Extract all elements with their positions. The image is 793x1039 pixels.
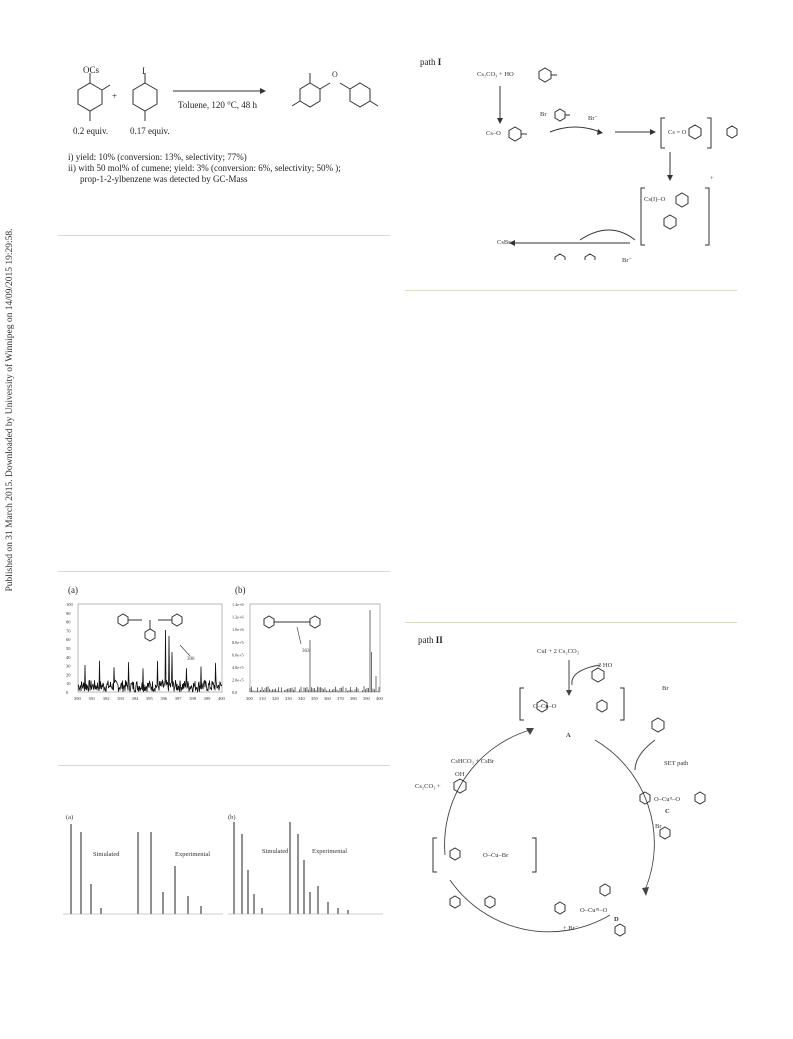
sim-b-simulated: Simulated (262, 848, 289, 855)
path-ii-drawing (410, 640, 740, 960)
spectrum-a-peak: 396 (187, 657, 195, 662)
divider-2 (405, 290, 737, 291)
charge-label: + (710, 175, 714, 182)
publication-sidebar (2, 170, 18, 650)
spectrum-b-xtick: 300 (246, 696, 253, 701)
spectrum-b-xtick: 390 (363, 696, 370, 701)
spectrum-b-peak: 363 (302, 649, 310, 654)
spectrum-a-ytick: 100 (66, 602, 73, 607)
cs-o-label: Cs–O (486, 130, 501, 137)
spectrum-b-xtick: 320 (272, 696, 279, 701)
spectrum-a (65, 598, 230, 710)
published-note: Published on 31 March 2015. Downloaded by University of Winnipeg on 14/09/2015 19:29:58. (5, 228, 15, 592)
spectrum-a-xtick: 394 (131, 696, 139, 701)
spectrum-a-ytick: 20 (66, 672, 71, 678)
label-d: D (614, 916, 619, 923)
spectrum-a-xtick: 397 (174, 696, 182, 701)
br-aryl-label: Br (662, 685, 669, 692)
byproducts-label: CsHCO₃ + CsBr (451, 758, 495, 765)
product-o-atom: O (332, 70, 338, 79)
ring-ocs (78, 73, 110, 121)
spectrum-b-ytick: 1.2e+6 (232, 614, 244, 620)
spectrum-a-ytick: 40 (66, 654, 71, 660)
sim-a-experimental: Experimental (175, 851, 211, 858)
set-path-label: SET path (664, 760, 689, 767)
br-minus-2-label: Br⁻ (622, 257, 632, 264)
cs-iii-label: Cs(I)–O (644, 196, 666, 203)
spectrum-a-ytick: 90 (66, 610, 71, 616)
reaction-structures (60, 55, 390, 135)
spectrum-b-ytick: 4.0e+5 (232, 665, 244, 670)
spectrum-a-xtick: 396 (160, 696, 168, 701)
path-i-structures (460, 60, 760, 260)
complex-d-formula: O–Cuᴵᴵᴵ–O (580, 907, 608, 914)
spectrum-b-xtick: 330 (285, 696, 292, 701)
spectrum-a-ytick: 60 (66, 637, 71, 643)
spectrum-a-ytick: 80 (66, 619, 71, 625)
spectrum-b (232, 598, 387, 710)
path-ii-number: II (435, 635, 443, 645)
plus-sign: + (112, 91, 118, 101)
equiv-1: 0.2 equiv. (73, 126, 109, 136)
spectrum-a-ytick: 30 (66, 663, 71, 669)
cu-br-label: O–Cu–Br (483, 852, 509, 859)
spectrum-a-ytick: 70 (66, 628, 71, 634)
spectrum-b-label: (b) (235, 585, 246, 595)
spectrum-b-xtick: 380 (350, 696, 357, 701)
csbr-label: CsBr (497, 239, 511, 246)
spectrum-a-xtick: 398 (189, 696, 196, 701)
path-ii-label: path (418, 635, 434, 645)
complex-c-formula: O–Cuᴵᴵ–O (654, 796, 681, 803)
sim-a-label: (a) (66, 814, 74, 821)
spectrum-b-xtick: 360 (324, 696, 331, 701)
isotope-a (63, 815, 223, 920)
label-c: C (665, 808, 670, 815)
spectrum-b-xtick: 340 (298, 696, 305, 701)
cs2co3-label: Cs₂CO₃ + (415, 783, 441, 790)
path-i-reactants: Cs₂CO₃ + HO (477, 71, 514, 78)
note-3: prop-1-2-ylbenzene was detected by GC-Mass (80, 174, 248, 184)
sim-b-experimental: Experimental (312, 848, 348, 855)
iodo-label: I (142, 66, 145, 76)
ring-iodo (133, 73, 157, 121)
spectrum-b-ytick: 8.0e+5 (232, 639, 244, 645)
path-i-label: path (420, 57, 436, 67)
spectrum-a-xtick: 390 (74, 696, 81, 701)
br-minus-label-2: + Br⁻ (563, 925, 579, 932)
label-a: A (566, 732, 571, 739)
spectrum-a-xtick: 393 (117, 696, 124, 701)
spectrum-b-ytick: 1.0e+6 (232, 627, 244, 633)
ocs-label: OCs (83, 65, 100, 75)
spectrum-a-ytick: 50 (66, 646, 71, 651)
spectrum-b-ytick: 6.0e+5 (232, 652, 244, 658)
complex-a-formula: O–Cu–O (533, 703, 557, 710)
path-i-number: I (437, 57, 442, 67)
spectrum-a-xtick: 400 (218, 696, 225, 701)
spectrum-b-ytick: 2.0e+5 (232, 677, 244, 683)
spectrum-a-xtick: 392 (102, 696, 110, 701)
divider-5 (58, 765, 390, 766)
oh-label: OH (455, 771, 465, 778)
spectrum-a-label: (a) (68, 585, 78, 595)
br-minus-label: Br⁻ (588, 115, 598, 122)
spectrum-b-ytick: 0.0 (232, 690, 238, 696)
sim-a-simulated: Simulated (93, 851, 120, 858)
ring-product-2 (340, 83, 378, 107)
isotope-b (228, 815, 383, 920)
spectrum-b-xtick: 350 (311, 696, 318, 701)
divider-3 (58, 571, 390, 572)
equiv-2: 0.17 equiv. (130, 126, 170, 136)
sim-b-label: (b) (228, 814, 236, 821)
spectrum-a-xtick: 391 (88, 696, 96, 701)
spectrum-b-xtick: 370 (337, 696, 344, 701)
bracket-cs-label: Cs = O (668, 129, 687, 136)
spectrum-a-xtick: 395 (146, 696, 153, 701)
cui-reactants: CuI + 2 Cs₂CO₃ (537, 648, 579, 655)
ring-product-1 (292, 73, 330, 107)
spectrum-a-ytick: 0 (66, 690, 69, 695)
ho-label: 2 HO (598, 662, 613, 669)
br-radical-label: Br (655, 823, 662, 830)
note-1: i) yield: 10% (conversion: 13%, selectivity; 77%) (68, 152, 247, 162)
spectrum-a-ytick: 10 (66, 681, 71, 687)
spectrum-b-ytick: 1.4e+6 (232, 602, 244, 607)
note-2: ii) with 50 mol% of cumene; yield: 3% (conversion: 6%, selectivity; 50% ); (68, 163, 341, 173)
divider-1 (58, 235, 390, 236)
spectrum-b-structure (264, 616, 320, 644)
divider-4 (405, 622, 737, 623)
spectrum-a-structure (118, 614, 190, 656)
spectrum-b-xtick: 400 (376, 696, 383, 701)
spectrum-b-xtick: 310 (259, 696, 266, 701)
reaction-conditions: Toluene, 120 °C, 48 h (178, 100, 257, 110)
br-label: Br (540, 111, 547, 118)
spectrum-a-xtick: 399 (203, 696, 211, 701)
